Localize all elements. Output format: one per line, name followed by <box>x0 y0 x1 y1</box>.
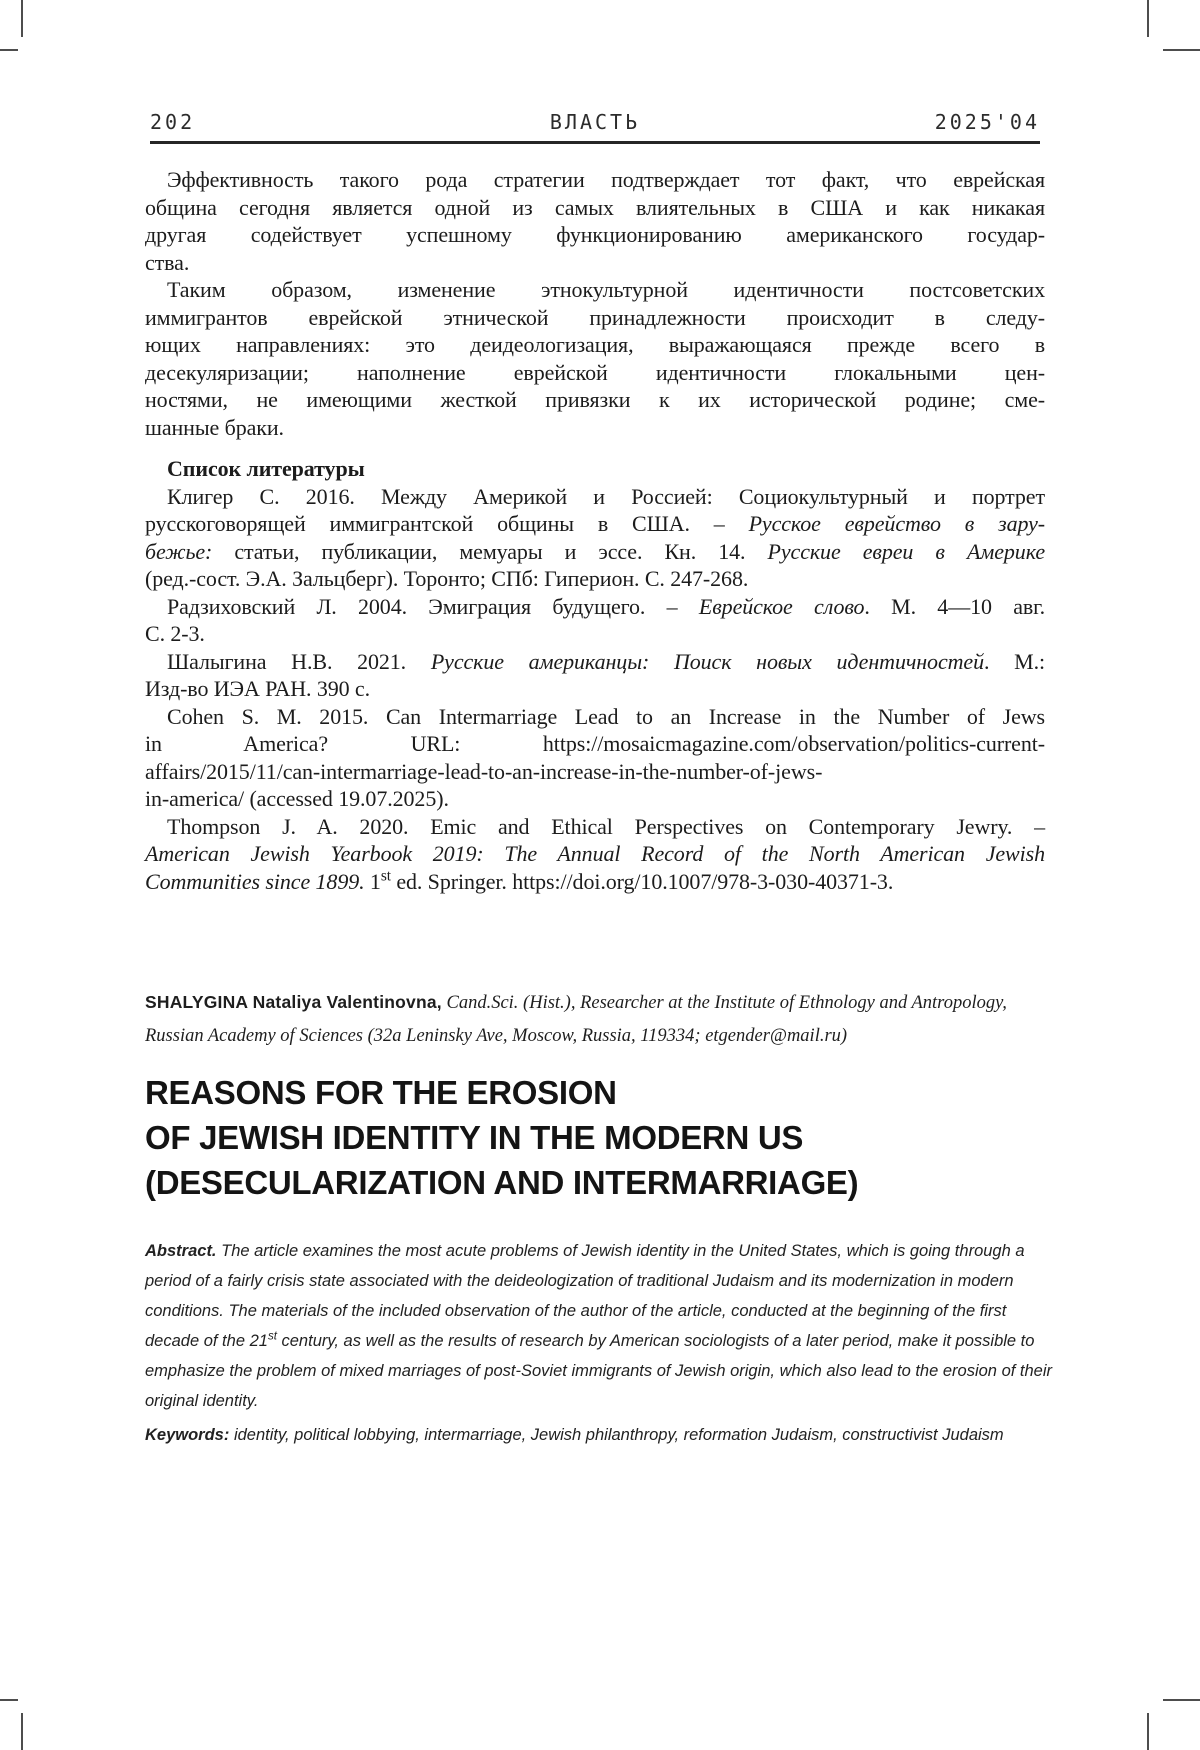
title-line: REASONS FOR THE EROSION <box>145 1074 617 1111</box>
reference-line <box>145 648 1045 676</box>
ref-source-italic: Русские американцы: Поиск новых идентичностей <box>430 648 984 674</box>
header-rule <box>150 141 1040 144</box>
abstract-text: century, as well as the results of research by American sociologists of a later period, make it possible to <box>276 1332 1035 1350</box>
ref-source-italic: бежье: <box>145 538 213 564</box>
ref-text: Радзиховский Л. 2004. Эмиграция будущего. – <box>167 593 699 619</box>
abstract-text: decade of the 21 <box>145 1332 268 1350</box>
reference-line: affairs/2015/11/can-intermarriage-lead-to-an-increase-in-the-number-of-jews- <box>145 758 823 784</box>
ref-source-italic: Communities since 1899. <box>145 868 365 894</box>
text-line: ющих направлениях: это деидеологизация, выражающаяся прежде всего в <box>145 332 1045 357</box>
abstract-line: emphasize the problem of mixed marriages of post-Soviet immigrants of Jewish origin, which also lead to the erosion of their <box>145 1362 1053 1380</box>
abstract-line <box>145 1236 1055 1266</box>
abstract-line: conditions. The materials of the included observation of the author of the article, conducted at the beginning of the first <box>145 1302 1007 1320</box>
text-line: община сегодня является одной из самых влиятельных в США и как никакая <box>145 194 1045 220</box>
ref-text: русскоговорящей иммигрантской общины в США. – <box>145 511 749 536</box>
reference-line: in America? URL: https://mosaicmagazine.com/observation/politics-current- <box>145 731 1045 756</box>
crop-mark-top-left-vertical <box>21 0 23 37</box>
author-affiliation <box>145 986 1045 1053</box>
reference-line <box>145 593 1045 621</box>
journal-title: ВЛАСТЬ <box>549 110 641 134</box>
title-line: OF JEWISH IDENTITY IN THE MODERN US <box>145 1119 804 1156</box>
running-header <box>150 110 1040 136</box>
author-line <box>145 986 1045 1020</box>
author-address: Russian Academy of Sciences (32a Leninsky Ave, Moscow, Russia, 119334; etgender@mail.ru) <box>145 1026 848 1046</box>
reference-line: (ред.-сост. Э.А. Зальцберг). Торонто; СПб: Гиперион. С. 247-268. <box>145 566 749 591</box>
reference-line: Cohen S. M. 2015. Can Intermarriage Lead to an Increase in the Number of Jews <box>167 703 1045 729</box>
text-line: Эффективность такого рода стратегии подтверждает тот факт, что еврейская <box>167 167 1045 192</box>
text-line: Таким образом, изменение этнокультурной идентичности постсоветских <box>167 277 1045 302</box>
title-line: (DESECULARIZATION AND INTERMARRIAGE) <box>145 1164 859 1201</box>
reference-line: С. 2-3. <box>145 621 205 646</box>
ref-source-italic: American Jewish Yearbook 2019: The Annual Record of the North American Jewish <box>145 841 1045 866</box>
keywords-line <box>145 1420 1055 1450</box>
abstract-line: original identity. <box>145 1392 259 1410</box>
author-degree: Cand.Sci. (Hist.), Researcher at the Institute of Ethnology and Antropology, <box>441 993 1007 1013</box>
abstract-line: period of a fairly crisis state associated with the deideologization of traditional Judaism and its modernization in modern <box>145 1272 1014 1290</box>
ref-text: ed. Springer. https://doi.org/10.1007/978-3-030-40371-3. <box>390 868 894 894</box>
text-line: ства. <box>145 249 190 275</box>
text-line: другая содействует успешному функционированию американского государ- <box>145 222 1045 247</box>
ref-text: . М.: <box>983 648 1045 674</box>
keywords-label: Keywords: <box>145 1426 230 1444</box>
abstract-text: The article examines the most acute problems of Jewish identity in the United States, which is going through a <box>216 1242 1025 1260</box>
page-number: 202 <box>150 110 196 134</box>
crop-mark-bottom-right-vertical <box>1147 1713 1149 1750</box>
reference-line: Thompson J. A. 2020. Emic and Ethical Perspectives on Contemporary Jewry. – <box>167 813 1045 839</box>
crop-mark-bottom-left-horizontal <box>0 1699 18 1701</box>
references-heading: Список литературы <box>167 456 365 481</box>
reference-line <box>145 510 1045 538</box>
reference-line: Изд-во ИЭА РАН. 390 с. <box>145 676 370 701</box>
abstract-section <box>145 1236 1055 1450</box>
crop-mark-top-left-horizontal <box>0 49 18 51</box>
crop-mark-bottom-right-horizontal <box>1163 1699 1200 1701</box>
text-line: ностями, не имеющими жесткой привязки к их исторической родине; сме- <box>145 387 1045 412</box>
superscript-ordinal: st <box>380 867 391 885</box>
abstract-label: Abstract. <box>145 1242 217 1260</box>
text-line: десекуляризации; наполнение еврейской идентичности глокальными цен- <box>145 359 1045 385</box>
ref-text: . М. 4—10 авг. <box>864 593 1046 619</box>
ref-text: статьи, публикации, мемуары и эссе. Кн. 14. <box>212 538 768 564</box>
article-body <box>145 166 1045 895</box>
ref-source-italic: Русское еврейство в зару- <box>748 511 1045 536</box>
author-name: SHALYGINA Nataliya Valentinovna, <box>145 992 442 1012</box>
keywords-text: identity, political lobbying, intermarriage, Jewish philanthropy, reformation Judaism, constructivist Judaism <box>229 1426 1004 1444</box>
reference-line: Клигер С. 2016. Между Америкой и Россией: Социокультурный и портрет <box>167 483 1045 509</box>
ref-text: Шалыгина Н.В. 2021. <box>167 648 431 674</box>
crop-mark-top-right-horizontal <box>1163 49 1200 51</box>
text-line: иммигрантов еврейской этнической принадлежности происходит в следу- <box>145 304 1045 330</box>
reference-line <box>145 538 1045 566</box>
text-line: шанные браки. <box>145 414 284 440</box>
ref-source-italic: Русские евреи в Америке <box>767 538 1045 564</box>
crop-mark-top-right-vertical <box>1147 0 1149 37</box>
superscript-ordinal: st <box>267 1330 277 1343</box>
article-title-english <box>145 1070 1065 1205</box>
issue-number: 2025'04 <box>934 110 1040 134</box>
crop-mark-bottom-left-vertical <box>21 1713 23 1750</box>
ref-text: 1 <box>364 868 381 894</box>
ref-source-italic: Еврейское слово <box>698 593 865 619</box>
reference-line: in-america/ (accessed 19.07.2025). <box>145 786 449 811</box>
abstract-line <box>145 1326 1055 1356</box>
reference-line <box>145 868 1045 896</box>
